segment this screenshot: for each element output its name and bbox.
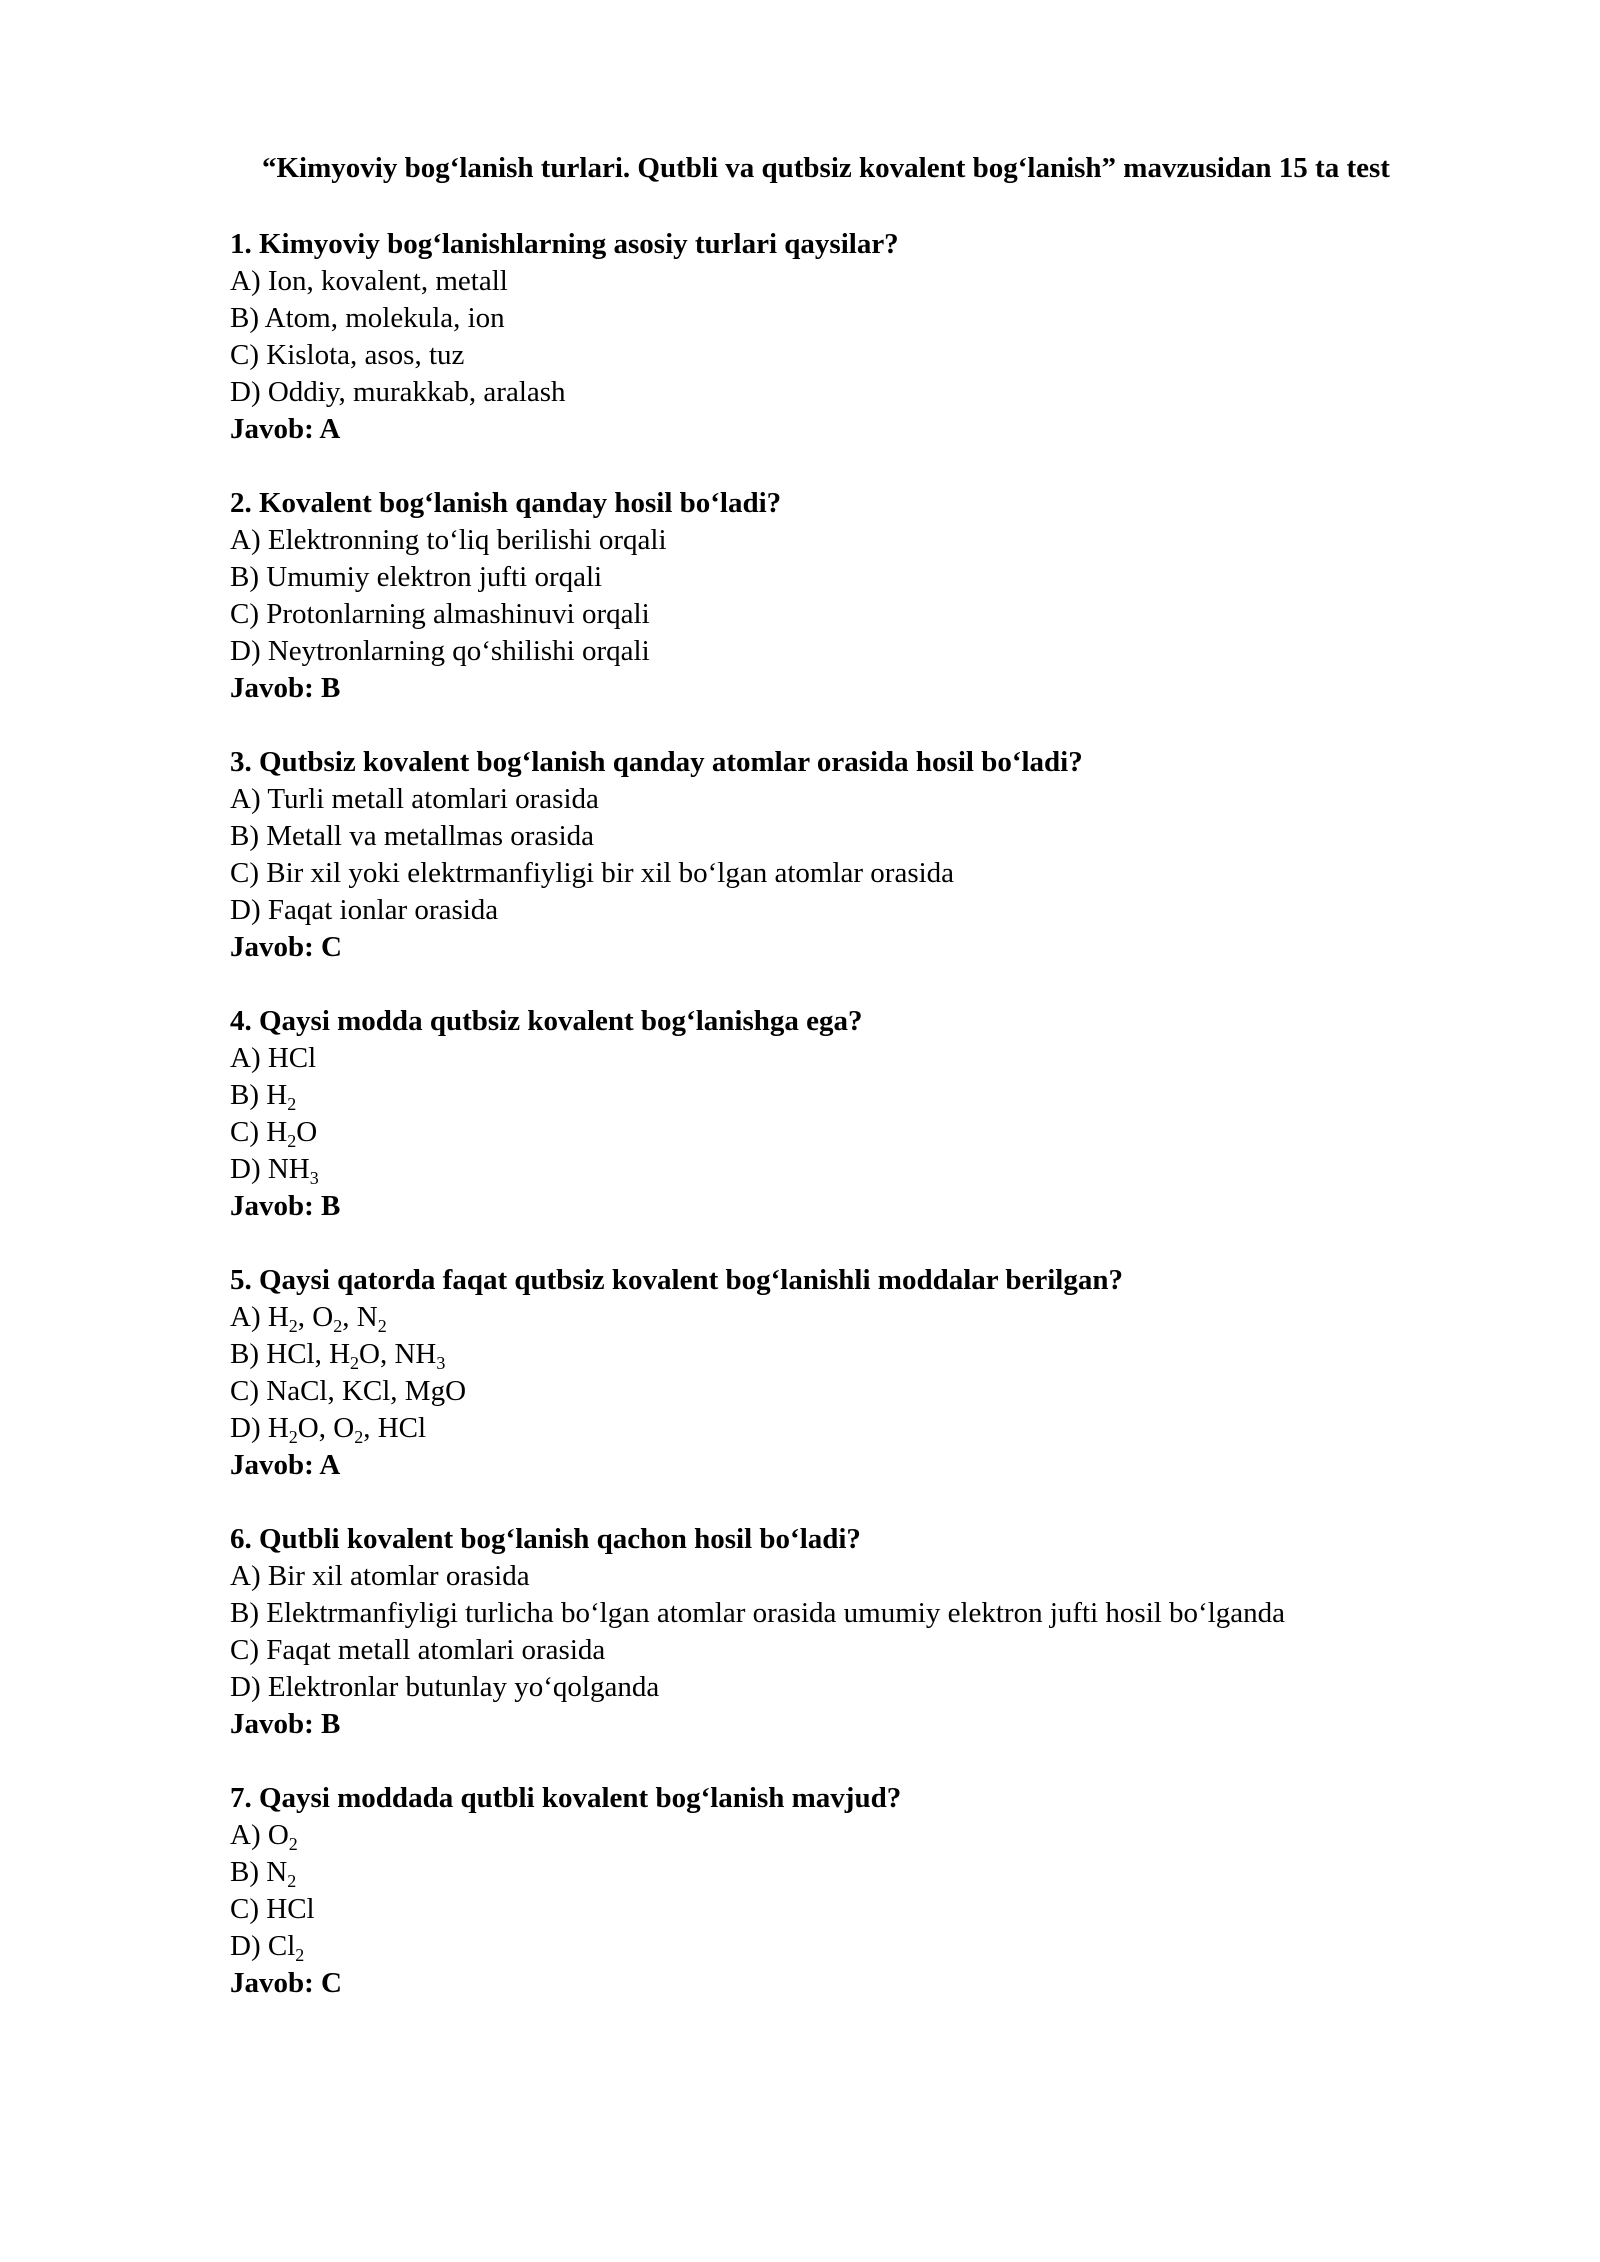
answer-option: A) $O_2$ (230, 1819, 298, 1854)
answer-option: A) Ion, kovalent, metall (230, 265, 508, 297)
answer-option: A) Bir xil atomlar orasida (230, 1560, 530, 1592)
answer-option: B) Elektrmanfiyligi turlicha bo‘lgan atomlar orasida umumiy elektron jufti hosil bo‘lganda (230, 1597, 1286, 1629)
question-text: 6. Qutbli kovalent bog‘lanish qachon hosil bo‘ladi? (230, 1523, 861, 1555)
question-list (230, 226, 1480, 2002)
answer-option: C) Faqat metall atomlari orasida (230, 1634, 606, 1666)
answer-option: C) HCl (230, 1893, 315, 1925)
answer-option: D) $NH_3$ (230, 1153, 319, 1188)
question-text: 7. Qaysi moddada qutbli kovalent bog‘lanish mavjud? (230, 1782, 902, 1814)
answer-option: B) $N_2$ (230, 1856, 297, 1891)
answer-option: C) Bir xil yoki elektrmanfiyligi bir xil bo‘lgan atomlar orasida (230, 857, 955, 889)
correct-answer: Javob: A (230, 413, 341, 445)
document-title: “Kimyoviy bog‘lanish turlari. Qutbli va qutbsiz kovalent bog‘lanish” mavzusidan 15 ta test (262, 152, 1390, 184)
correct-answer: Javob: B (230, 1190, 341, 1222)
question-block-7 (230, 1780, 1480, 2002)
correct-answer: Javob: B (230, 1708, 341, 1740)
question-block-1 (230, 226, 1480, 448)
question-block-2 (230, 485, 1480, 707)
correct-answer: Javob: C (230, 1967, 342, 1999)
answer-option: D) Neytronlarning qo‘shilishi orqali (230, 635, 650, 667)
document-page (230, 150, 1480, 2039)
answer-option: D) Elektronlar butunlay yo‘qolganda (230, 1671, 660, 1703)
question-text: 5. Qaysi qatorda faqat qutbsiz kovalent bog‘lanishli moddalar berilgan? (230, 1264, 1123, 1296)
answer-option: D) Faqat ionlar orasida (230, 894, 499, 926)
correct-answer: Javob: C (230, 931, 342, 963)
answer-option: A) Elektronning to‘liq berilishi orqali (230, 524, 667, 556)
answer-option: D) $Cl_2$ (230, 1930, 305, 1965)
answer-option: A) Turli metall atomlari orasida (230, 783, 599, 815)
answer-option: C) Kislota, asos, tuz (230, 339, 465, 371)
question-block-5 (230, 1262, 1480, 1484)
question-text: 3. Qutbsiz kovalent bog‘lanish qanday atomlar orasida hosil bo‘ladi? (230, 746, 1083, 778)
answer-option: B) Umumiy elektron jufti orqali (230, 561, 603, 593)
correct-answer: Javob: B (230, 672, 341, 704)
answer-option: B) $H_2$ (230, 1079, 297, 1114)
question-block-6 (230, 1521, 1480, 1743)
question-text: 1. Kimyoviy bog‘lanishlarning asosiy turlari qaysilar? (230, 228, 899, 260)
question-text: 4. Qaysi modda qutbsiz kovalent bog‘lanishga ega? (230, 1005, 863, 1037)
answer-option: B) Metall va metallmas orasida (230, 820, 595, 852)
answer-option: B) HCl, $H_2O$, $NH_3$ (230, 1338, 446, 1373)
question-block-3 (230, 744, 1480, 966)
answer-option: C) Protonlarning almashinuvi orqali (230, 598, 650, 630)
answer-option: D) Oddiy, murakkab, aralash (230, 376, 566, 408)
answer-option: B) Atom, molekula, ion (230, 302, 505, 334)
answer-option: A) HCl (230, 1042, 317, 1074)
answer-option: C) NaCl, KCl, MgO (230, 1375, 467, 1407)
correct-answer: Javob: A (230, 1449, 341, 1481)
question-text: 2. Kovalent bog‘lanish qanday hosil bo‘ladi? (230, 487, 782, 519)
answer-option: D) $H_2O$, $O_2$, HCl (230, 1412, 427, 1447)
answer-option: A) $H_2$, $O_2$, $N_2$ (230, 1301, 387, 1336)
answer-option: C) $H_2O$ (230, 1116, 318, 1151)
question-block-4 (230, 1003, 1480, 1225)
